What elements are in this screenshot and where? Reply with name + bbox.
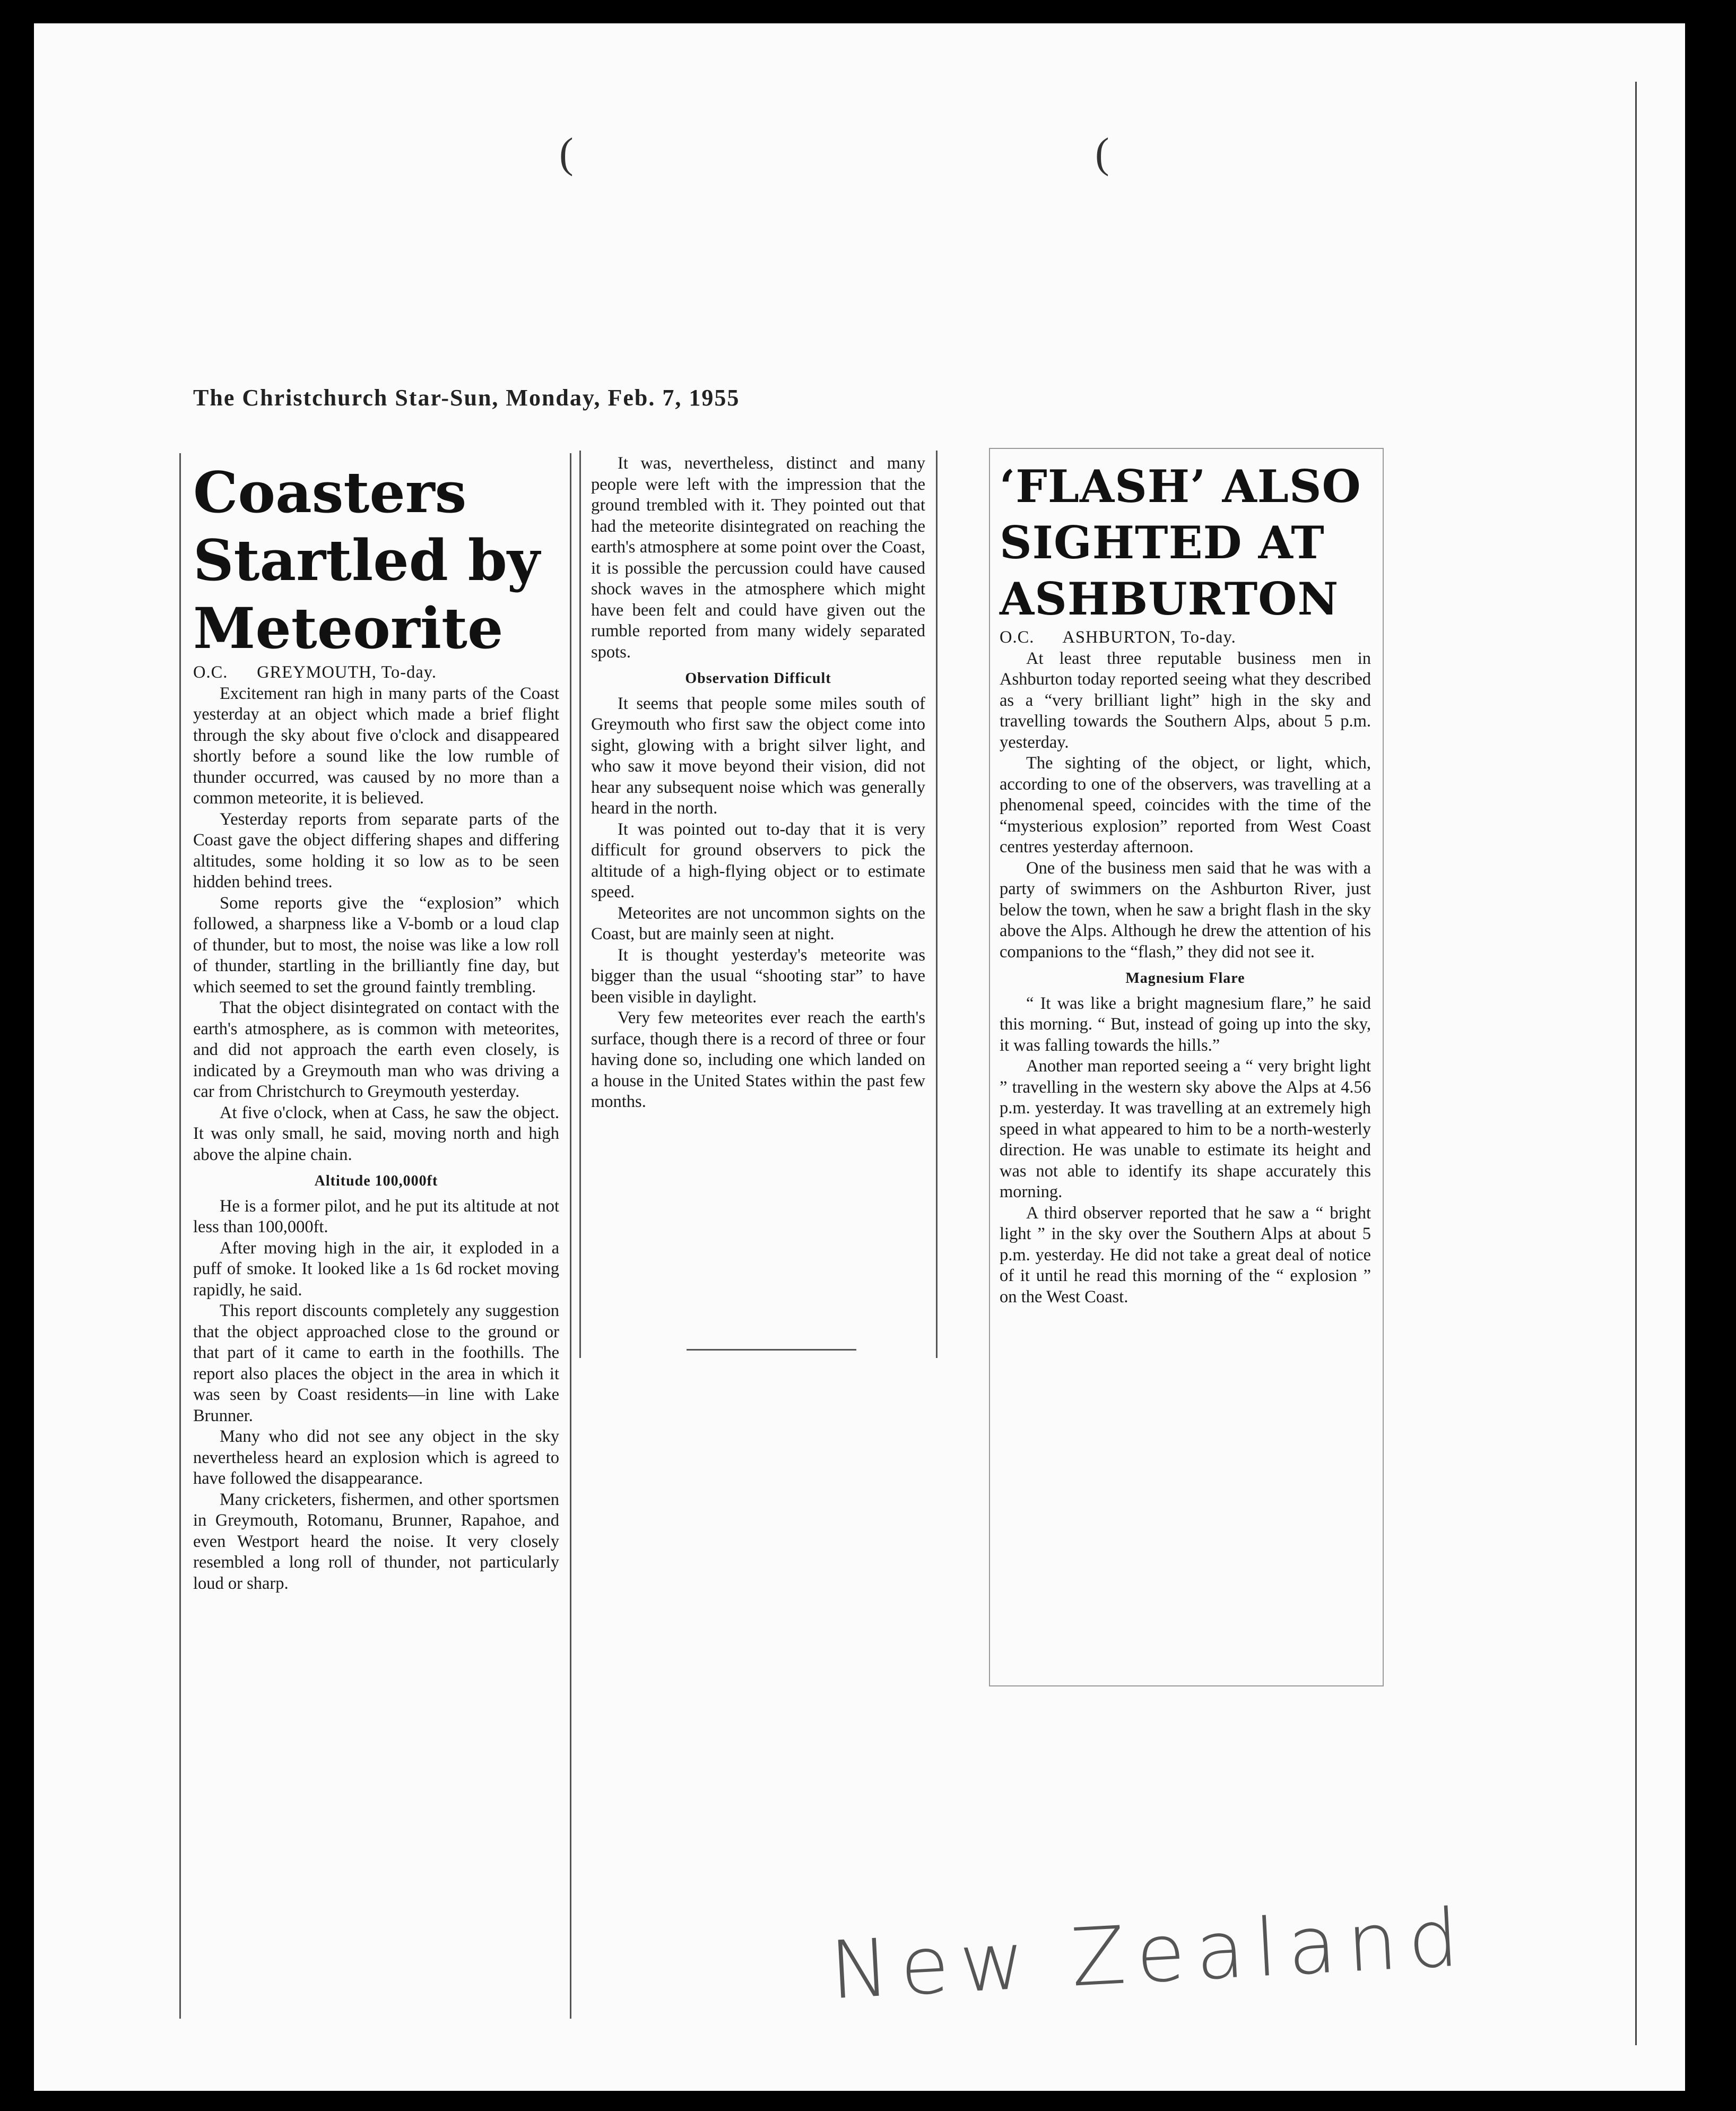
column-1-left-rule [179,453,181,2019]
article-3-subhead: Magnesium Flare [1125,970,1245,987]
article-3-paragraph: At least three reputable business men in Ashburton today reported seeing what they described as a “very brilliant light” high in the sky and travelling towards the Southern Alps, about 5 p.m. yesterday. [1000,648,1371,752]
article-3-paragraph: One of the business men said that he was with a party of swimmers on the Ashburton River, just below the town, when he saw a bright flash in the sky above the Alps. Although he drew the attention of his companions to the “flash,” they did not see it. [1000,858,1371,962]
left-paren-mark: ( [559,130,574,177]
article-1-paragraph: Some reports give the “explosion” which followed, a sharpness like a V-bomb or a loud clap of thunder, but to most, the noise was like a low roll of thunder, startling in the brilliantly fine day, but which seemed to set the ground faintly trembling. [193,893,559,997]
article-1-paragraph: Many cricketers, fishermen, and other sportsmen in Greymouth, Rotomanu, Brunner, Rapahoe, and even Westport heard the noise. It very closely resembled a long roll of thunder, not particularly loud or sharp. [193,1490,559,1593]
article-1-headline [193,458,559,662]
article-2-paragraph: It was pointed out to-day that it is very difficult for ground observers to pick the altitude of a high-flying object or to estimate speed. [591,819,925,902]
column-2-right-rule [936,451,938,1358]
column-2-left-rule [579,451,581,1358]
headline-3-line-3: ASHBURTON [1000,573,1339,625]
handwritten-note: New Zealand [828,1891,1472,2018]
headline-1-line-3: Meteorite [193,595,504,661]
article-3-paragraph: Another man reported seeing a “ very bright light ” travelling in the western sky above the Alps at 4.56 p.m. yesterday. It was travelling at an extremely high speed in what appeared to him to be a north-westerly direction. He was unable to estimate its height and was not able to identify its shape accurately this morning. [1000,1057,1371,1201]
article-1-subhead: Altitude 100,000ft [314,1173,438,1189]
article-1-paragraph: At five o'clock, when at Cass, he saw the object. It was only small, he said, moving north and high above the alpine chain. [193,1103,559,1164]
article-3-paragraph: The sighting of the object, or light, which, according to one of the observers, was travelling at a phenomenal speed, coincides with the time of the “mysterious explosion” reported from West Coast centres yesterday afternoon. [1000,754,1371,856]
article-1-paragraph: This report discounts completely any suggestion that the object approached close to the ground or that part of it came to earth in the foothills. The report also places the object in the area in which it was seen by Coast residents—in line with Lake Brunner. [193,1301,559,1425]
scanned-page [34,23,1685,2091]
article-3-headline [1000,458,1371,627]
article-1-paragraph: Yesterday reports from separate parts of the Coast gave the object differing shapes and differing altitudes, some holding it so low as to be seen hidden behind trees. [193,809,559,892]
right-border-line [1635,82,1637,2045]
article-2-subhead: Observation Difficult [685,670,831,687]
column-1-right-rule [570,453,571,2019]
headline-3-line-2: SIGHTED AT [1000,516,1325,569]
right-paren-mark: ( [1095,130,1109,177]
article-2-paragraph: It seems that people some miles south of Greymouth who first saw the object come into sight, glowing with a bright silver light, and who saw it move beyond their vision, did not hear any subsequent noise which was generally heard in the north. [591,694,925,818]
headline-3-line-1: ‘FLASH’ ALSO [1000,460,1361,513]
column-2-end-rule [687,1349,856,1351]
article-1-column [193,458,559,1594]
article-3-column [1000,458,1371,1308]
article-1-paragraph: After moving high in the air, it exploded in a puff of smoke. It looked like a 1s 6d rocket moving rapidly, he said. [193,1238,559,1300]
article-2-paragraph: Meteorites are not uncommon sights on the Coast, but are mainly seen at night. [591,903,925,944]
headline-1-line-1: Coasters [193,459,467,525]
article-1-paragraph: Many who did not see any object in the sky nevertheless heard an explosion which is agreed to have followed the disappearance. [193,1427,559,1488]
article-1-dateline: O.C. GREYMOUTH, To-day. [193,663,437,682]
article-2-paragraph: It is thought yesterday's meteorite was bigger than the usual “shooting star” to have been visible in daylight. [591,945,925,1007]
article-3-dateline: O.C. ASHBURTON, To-day. [1000,628,1236,647]
newspaper-masthead: The Christchurch Star-Sun, Monday, Feb. 7, 1955 [193,385,740,411]
article-2-column [591,453,925,1113]
article-2-paragraph: It was, nevertheless, distinct and many people were left with the impression that the ground trembled with it. They pointed out that had the meteorite disintegrated on reaching the earth's atmosphere at some point over the Coast, it is possible the percussion could have caused shock waves in the atmosphere which might have been felt and could have given out the rumble reported from many widely separated spots. [591,454,925,662]
article-3-paragraph: “ It was like a bright magnesium flare,” he said this morning. “ But, instead of going up into the sky, it was falling towards the hills.” [1000,993,1371,1055]
headline-1-line-2: Startled by [193,527,540,593]
article-1-paragraph: Excitement ran high in many parts of the Coast yesterday at an object which made a brief flight through the sky about five o'clock and disappeared shortly before a sound like the low rumble of thunder occurred, was caused by no more than a common meteorite, it is believed. [193,684,559,808]
article-2-paragraph: Very few meteorites ever reach the earth's surface, though there is a record of three or four having done so, including one which landed on a house in the United States within the past few months. [591,1008,925,1111]
article-3-paragraph: A third observer reported that he saw a “ bright light ” in the sky over the Southern Alps at about 5 p.m. yesterday. He did not take a great deal of notice of it until he read this morning of the “ explosion ” on the West Coast. [1000,1203,1371,1307]
article-1-paragraph: That the object disintegrated on contact with the earth's atmosphere, as is common with meteorites, and did not approach the earth even closely, is indicated by a Greymouth man who was driving a car from Christchurch to Greymouth yesterday. [193,998,559,1101]
article-1-paragraph: He is a former pilot, and he put its altitude at not less than 100,000ft. [193,1196,559,1236]
